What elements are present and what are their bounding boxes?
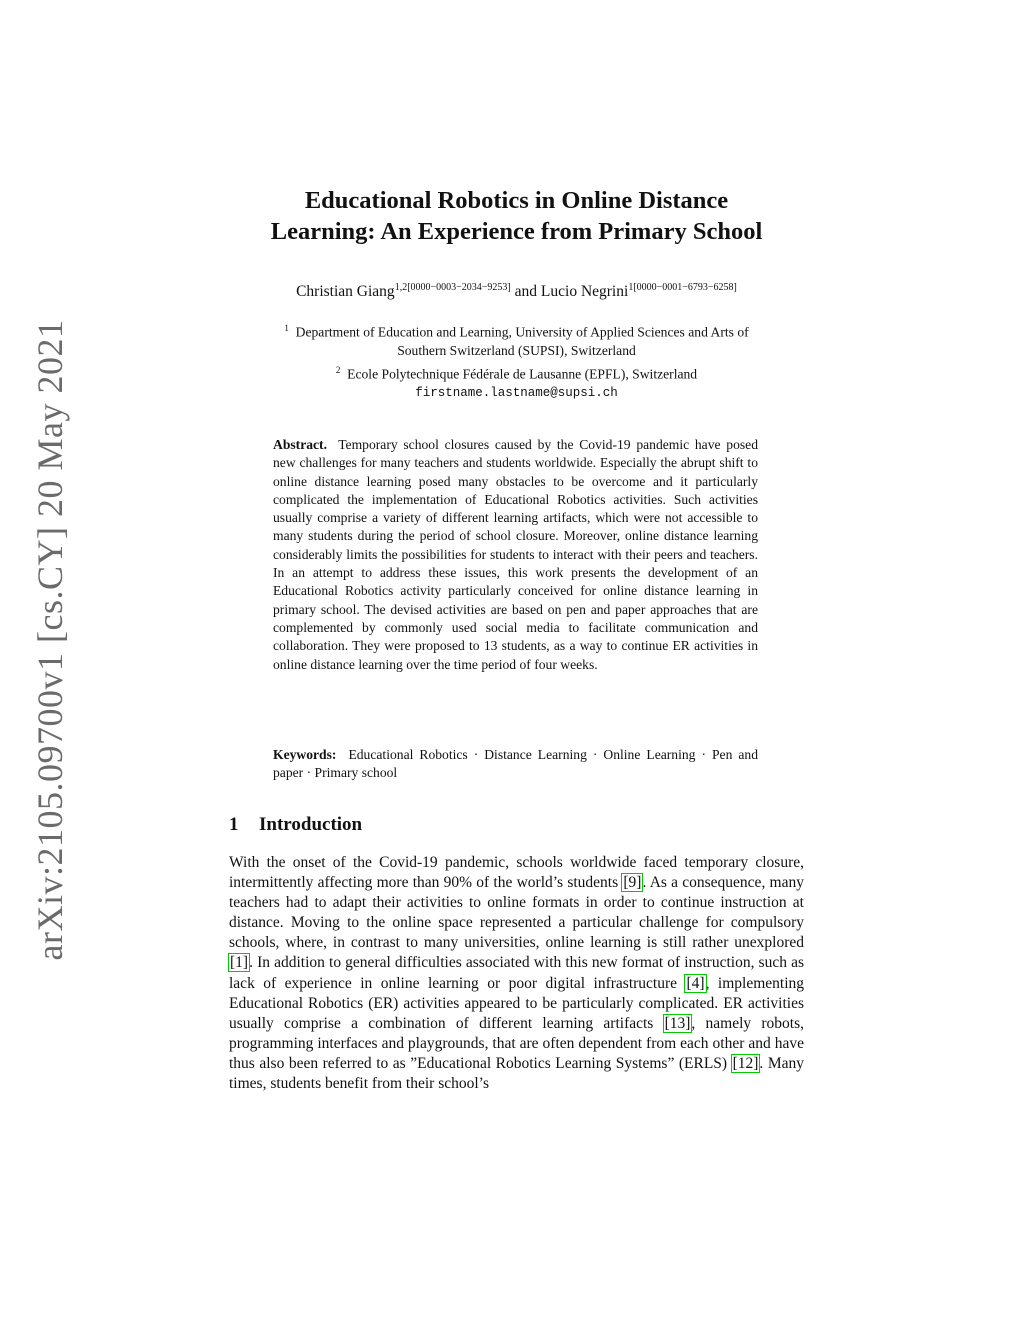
- section-number: 1: [229, 814, 239, 835]
- author-2-orcid: 1[0000−0001−6793−6258]: [628, 282, 737, 293]
- introduction-paragraph: With the onset of the Covid-19 pandemic, schools worldwide faced temporary closure, intermittently affecting more than 90% of the world’s students [9]. As a consequence, many teachers had to adapt their activities to online formats in order to continue instruction at distance. Moving to the online space represented a particular challenge for compulsory schools, where, in contrast to many universities, online learning is still rather unexplored [1]. In addition to general difficulties associated with this new format of instruction, such as lack of experience in online learning or poor digital infrastructure [4], implementing Educational Robotics (ER) activities appeared to be particularly complicated. ER activities usually comprise a combination of different learning artifacts [13], namely robots, programming interfaces and playgrounds, that are often dependent from each other and have thus also been referred to as ”Educational Robotics Learning Systems” (ERLS) [12]. Many times, students benefit from their school’s: [229, 854, 805, 1093]
- section-heading-introduction: [229, 814, 362, 836]
- keywords: [273, 746, 758, 783]
- keywords-label: Keywords:: [273, 747, 337, 762]
- contact-email: firstname.lastname@supsi.ch: [415, 385, 618, 400]
- author-1-name: Christian Giang: [296, 283, 395, 301]
- paper-title-line-1: Educational Robotics in Online Distance: [304, 187, 729, 214]
- citation-link-4[interactable]: [4]: [686, 974, 705, 992]
- paper-title: [229, 185, 804, 247]
- abstract-text: Temporary school closures caused by the Covid-19 pandemic have posed new challenges for many teachers and students worldwide. Especially the abrupt shift to online distance learning posed many obstacles to be overcome and it particularly complicated the implementation of Educational Robotics activities. Such activities usually comprise a variety of different learning artifacts, which were not accessible to many students during the period of school closure. Moreover, online distance learning considerably limits the possibilities for students to interact with their peers and teachers. In an attempt to address these issues, this work presents the development of an Educational Robotics activity particularly conceived for online distance learning in primary school. The devised activities are based on pen and paper approaches that are complemented by commonly used social media to facilitate communication and collaboration. They were proposed to 13 students, as a way to continue ER activities in online distance learning over the time period of four weeks.: [273, 437, 758, 672]
- affiliation-1-line-2: Southern Switzerland (SUPSI), Switzerland: [397, 343, 636, 359]
- section-title: Introduction: [259, 814, 363, 835]
- citation-link-1[interactable]: [1]: [230, 954, 249, 972]
- author-conjunction: and: [510, 283, 541, 301]
- affiliation-2-mark: 2: [335, 364, 341, 375]
- citation-link-9[interactable]: [9]: [623, 874, 642, 892]
- keywords-text: Educational Robotics · Distance Learning · Online Learning · Pen and paper · Primary school: [273, 747, 759, 781]
- citation-link-12[interactable]: [12]: [732, 1054, 759, 1072]
- paper-title-line-2: Learning: An Experience from Primary School: [270, 218, 763, 245]
- arxiv-identifier-stamp: arXiv:2105.09700v1 [cs.CY] 20 May 2021: [30, 319, 70, 961]
- abstract: [273, 436, 758, 674]
- citation-link-13[interactable]: [13]: [664, 1014, 691, 1032]
- affiliations: [229, 319, 804, 402]
- affiliation-1-mark: 1: [284, 323, 289, 333]
- author-list: [229, 282, 804, 301]
- author-2-name: Lucio Negrini: [540, 283, 629, 301]
- abstract-label: Abstract.: [273, 437, 327, 452]
- affiliation-2: $^2$ Ecole Polytechnique Fédérale de Lausanne (EPFL), Switzerland: [335, 364, 698, 382]
- author-1-orcid: 1,2[0000−0003−2034−9253]: [394, 282, 511, 293]
- affiliation-1-line-1: $^1$ Department of Education and Learning, University of Applied Sciences and Arts of: [284, 323, 749, 340]
